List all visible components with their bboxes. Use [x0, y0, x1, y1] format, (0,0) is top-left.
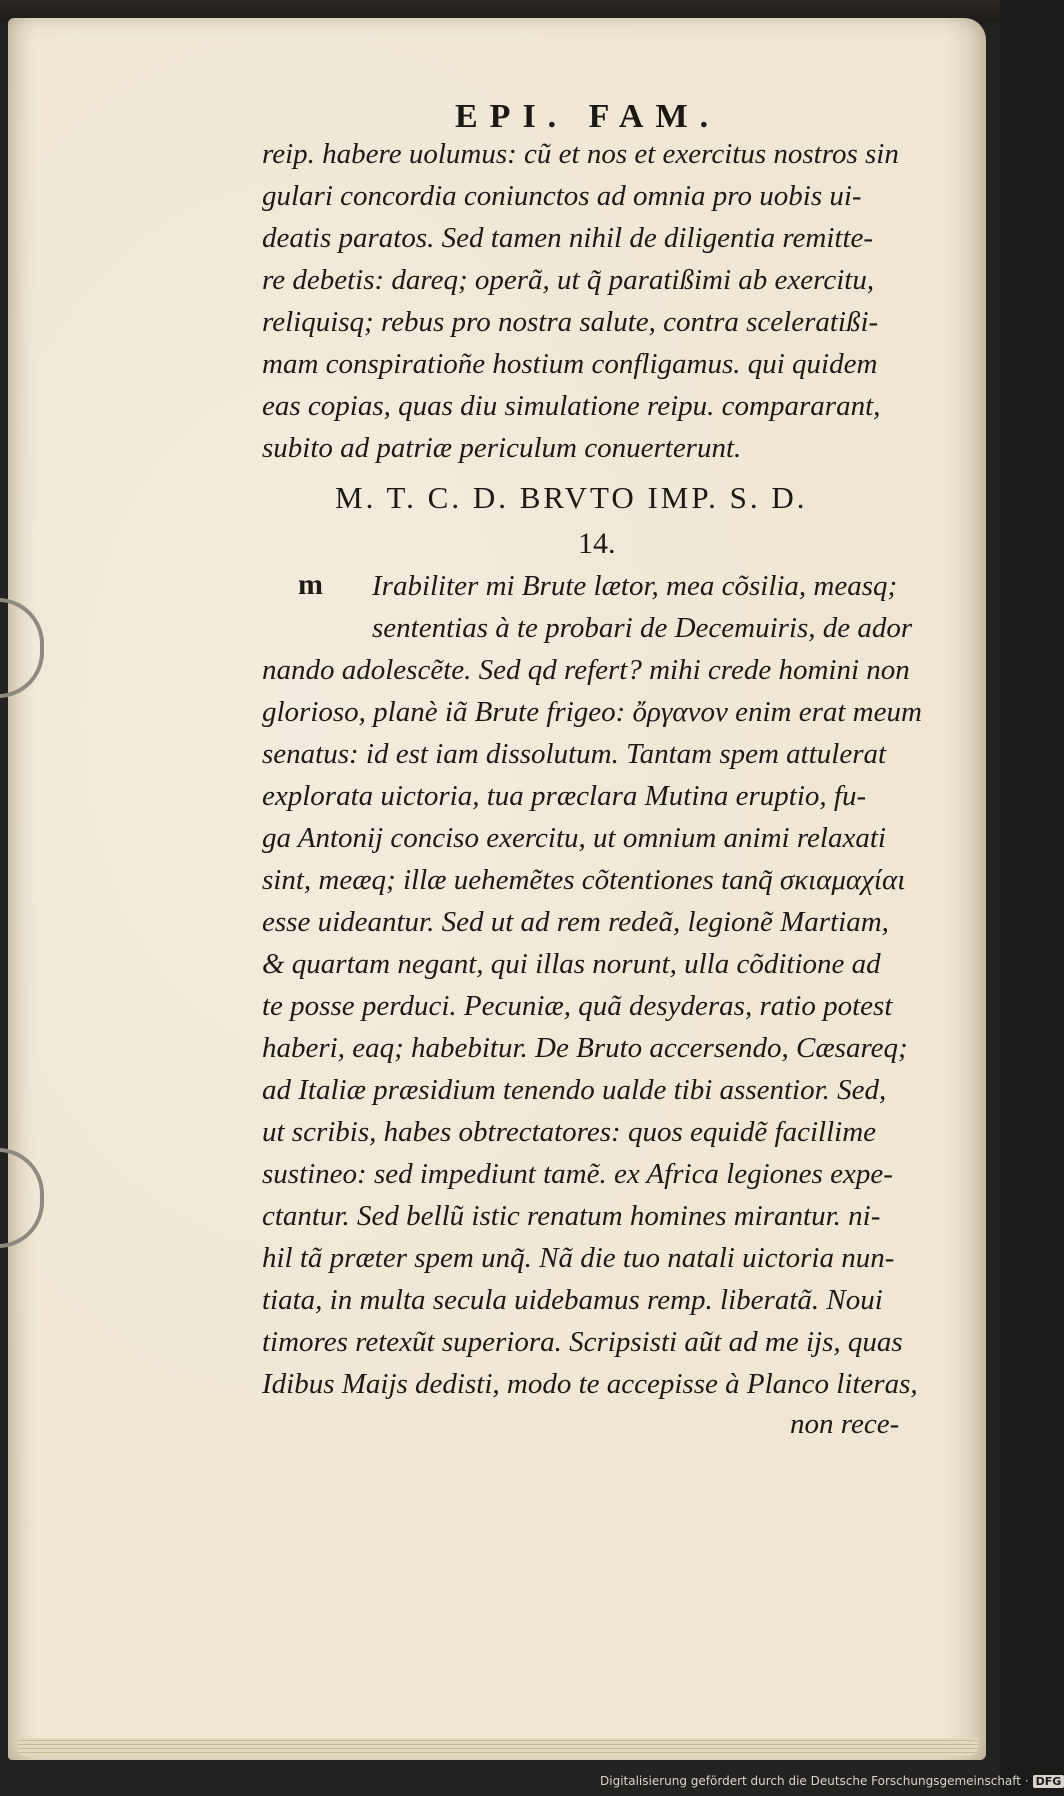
text-line: sustineo: sed impediunt tamẽ. ex Africa legiones expe-: [262, 1158, 893, 1190]
digitization-credit: [600, 1774, 1064, 1788]
text-line: & quartam negant, qui illas norunt, ulla cõditione ad: [262, 948, 881, 980]
text-line: re debetis: dareq; operã, ut q̃ paratißimi ab exercitu,: [262, 264, 875, 296]
text-line: gulari concordia coniunctos ad omnia pro uobis ui-: [262, 180, 862, 212]
text-line: sententias à te probari de Decemuiris, de ador: [372, 612, 913, 644]
drop-initial: m: [298, 568, 323, 601]
text-line: tiata, in multa secula uidebamus remp. liberatã. Noui: [262, 1284, 883, 1316]
running-head: EPI. FAM.: [455, 98, 721, 135]
text-line: ut scribis, habes obtrectatores: quos equidẽ facillime: [262, 1116, 877, 1148]
text-line: mam conspiratioñe hostium confligamus. qui quidem: [262, 348, 878, 380]
text-line: explorata uictoria, tua præclara Mutina eruptio, fu-: [262, 780, 867, 812]
text-line: te posse perduci. Pecuniæ, quã desyderas, ratio potest: [262, 990, 893, 1022]
text-line: esse uideantur. Sed ut ad rem redeã, legionẽ Martiam,: [262, 906, 889, 938]
text-line: eas copias, quas diu simulatione reipu. compararant,: [262, 390, 881, 422]
text-line: ctantur. Sed bellũ istic renatum homines mirantur. ni-: [262, 1200, 881, 1232]
text-line: timores retexũt superiora. Scripsisti aũt ad me ijs, quas: [262, 1326, 903, 1358]
text-line: senatus: id est iam dissolutum. Tantam spem attulerat: [262, 738, 887, 770]
credit-text: Digitalisierung gefördert durch die Deutsche Forschungsgemeinschaft ·: [600, 1774, 1029, 1788]
text-line: Irabiliter mi Brute lætor, mea cõsilia, measq;: [372, 570, 898, 602]
letter-number: 14.: [578, 527, 616, 560]
page-bottom-edge: [18, 1738, 978, 1756]
text-line: sint, meæq; illæ uehemẽtes cõtentiones tanq̃ σκιαμαχίαι: [262, 864, 906, 896]
text-line: haberi, eaq; habebitur. De Bruto accersendo, Cæsareq;: [262, 1032, 908, 1064]
letter-heading: M. T. C. D. BRVTO IMP. S. D.: [335, 480, 808, 515]
text-line: glorioso, planè iã Brute frigeo: ὄργανον enim erat meum: [262, 696, 922, 728]
text-line: subito ad patriæ periculum conuerterunt.: [262, 432, 742, 464]
text-line: ga Antonij conciso exercitu, ut omnium animi relaxati: [262, 822, 886, 854]
dfg-logo: DFG: [1033, 1775, 1064, 1788]
text-line: Idibus Maijs dedisti, modo te accepisse à Planco literas,: [262, 1368, 918, 1400]
text-line: hil tã præter spem unq̃. Nã die tuo natali uictoria nun-: [262, 1242, 895, 1274]
text-line: ad Italiæ præsidium tenendo ualde tibi assentior. Sed,: [262, 1074, 887, 1106]
text-line: deatis paratos. Sed tamen nihil de diligentia remitte-: [262, 222, 874, 254]
text-line: reliquisq; rebus pro nostra salute, contra sceleratißi-: [262, 306, 879, 338]
text-line: reip. habere uolumus: cũ et nos et exercitus nostros sin: [262, 138, 899, 170]
catchword: non rece-: [790, 1408, 900, 1440]
text-line: nando adolescẽte. Sed qd refert? mihi crede homini non: [262, 654, 910, 686]
